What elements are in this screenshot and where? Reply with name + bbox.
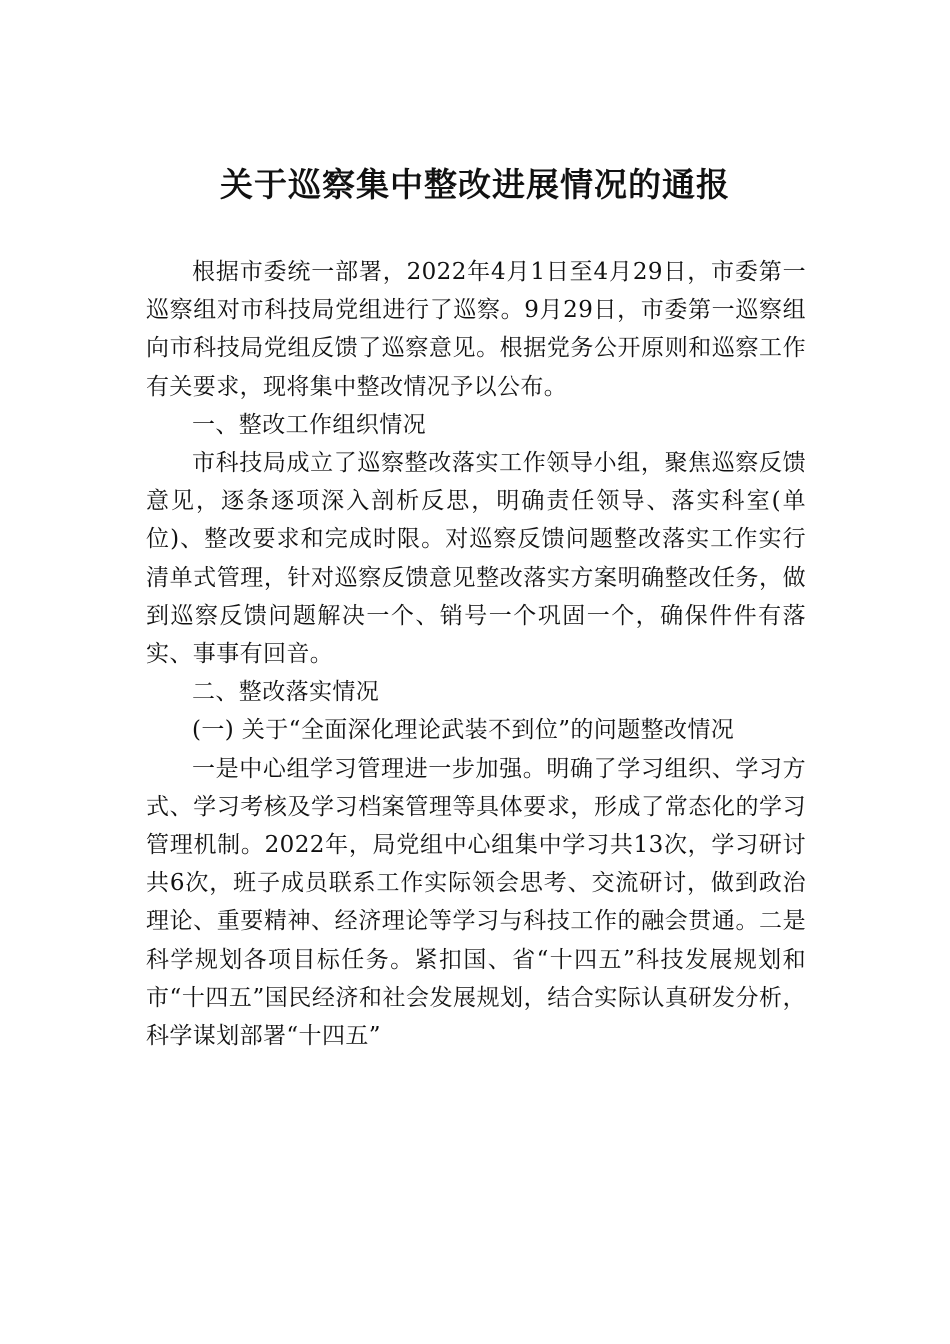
- subsection-1-paragraph: 一是中心组学习管理进一步加强。明确了学习组织、学习方式、学习考核及学习档案管理等具体要求，形成了常态化的学习管理机制。2022年，局党组中心组集中学习共13次，学习研讨共6次，班子成员联系工作实际领会思考、交流研讨，做到政治理论、重要精神、经济理论等学习与科技工作的融会贯通。二是科学规划各项目标任务。紧扣国、省“十四五”科技发展规划和市“十四五”国民经济和社会发展规划，结合实际认真研发分析，科学谋划部署“十四五”: [146, 755, 806, 1050]
- section-1-paragraph: 市科技局成立了巡察整改落实工作领导小组，聚焦巡察反馈意见，逐条逐项深入剖析反思，明确责任领导、落实科室(单位)、整改要求和完成时限。对巡察反馈问题整改落实工作实行清单式管理，针对巡察反馈意见整改落实方案明确整改任务，做到巡察反馈问题解决一个、销号一个巩固一个，确保件件有落实、事事有回音。: [146, 450, 806, 668]
- subsection-heading-1: (一) 关于“全面深化理论武装不到位”的问题整改情况: [192, 717, 735, 744]
- document-body: [146, 253, 806, 1055]
- document-title: 关于巡察集中整改进展情况的通报: [220, 165, 730, 204]
- section-heading-2: 二、整改落实情况: [192, 679, 380, 706]
- intro-paragraph: 根据市委统一部署，2022年4月1日至4月29日，市委第一巡察组对市科技局党组进行了巡察。9月29日，市委第一巡察组向市科技局党组反馈了巡察意见。根据党务公开原则和巡察工作有关要求，现将集中整改情况予以公布。: [146, 259, 806, 400]
- section-heading-1: 一、整改工作组织情况: [192, 411, 426, 438]
